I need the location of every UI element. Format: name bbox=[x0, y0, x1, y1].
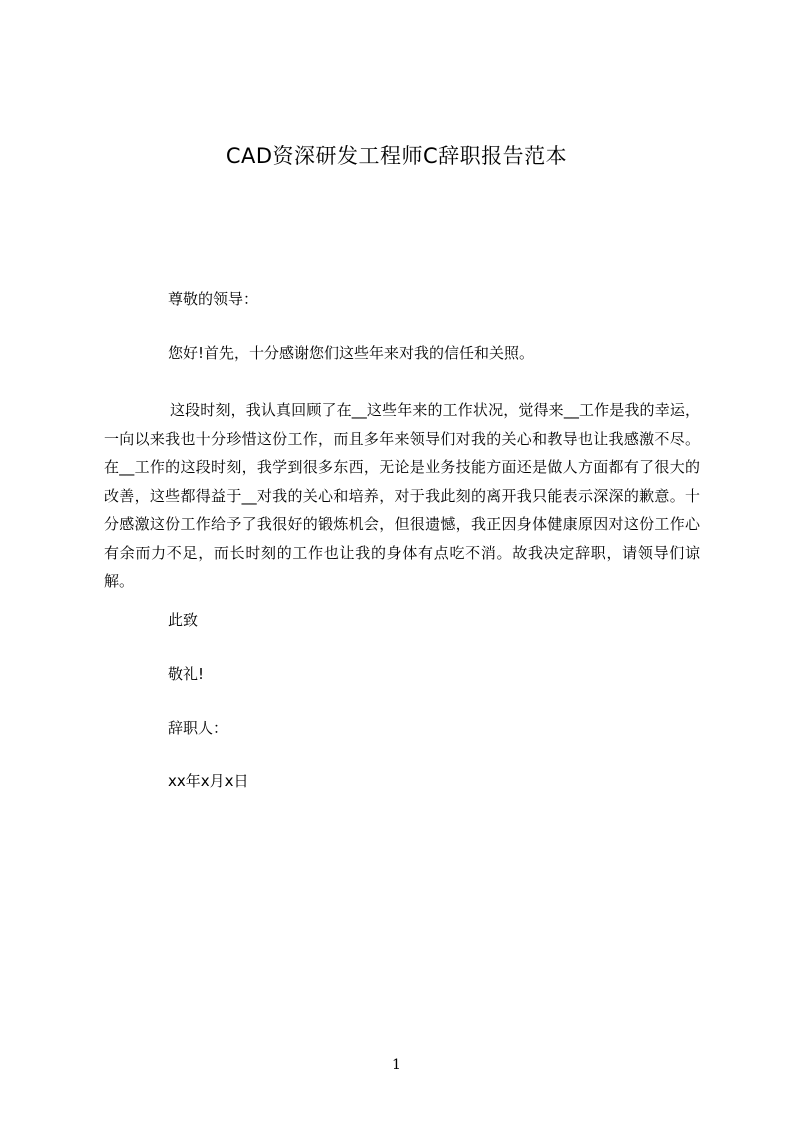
salutation: 尊敬的领导： bbox=[168, 290, 259, 308]
page-number: 1 bbox=[392, 1057, 401, 1073]
greeting-paragraph: 您好!首先，十分感谢您们这些年来对我的信任和关照。 bbox=[168, 344, 535, 362]
signature-label: 辞职人： bbox=[168, 719, 229, 737]
date-line: xx年x月x日 bbox=[168, 772, 249, 790]
document-title: CAD资深研发工程师C辞职报告范本 bbox=[225, 144, 568, 168]
body-paragraph: 这段时刻，我认真回顾了在__这些年来的工作状况，觉得来__工作是我的幸运，一向以来我也十分珍惜这份工作，而且多年来领导们对我的关心和教导也让我感激不尽。在__工作的这段时刻，我学到很多东西，无论是业务技能方面还是做人方面都有了很大的改善，这些都得益于__对我的关心和培养，对于我此刻的离开我只能表示深深的歉意。十分感激这份工作给予了我很好的锻炼机会，但很遗憾，我正因身体健康原因对这份工作心有余而力不足，而长时刻的工作也让我的身体有点吃不消。故我决定辞职，请领导们谅解。 bbox=[104, 401, 700, 590]
closing-line-1: 此致 bbox=[168, 611, 199, 629]
closing-line-2: 敬礼! bbox=[168, 665, 205, 683]
